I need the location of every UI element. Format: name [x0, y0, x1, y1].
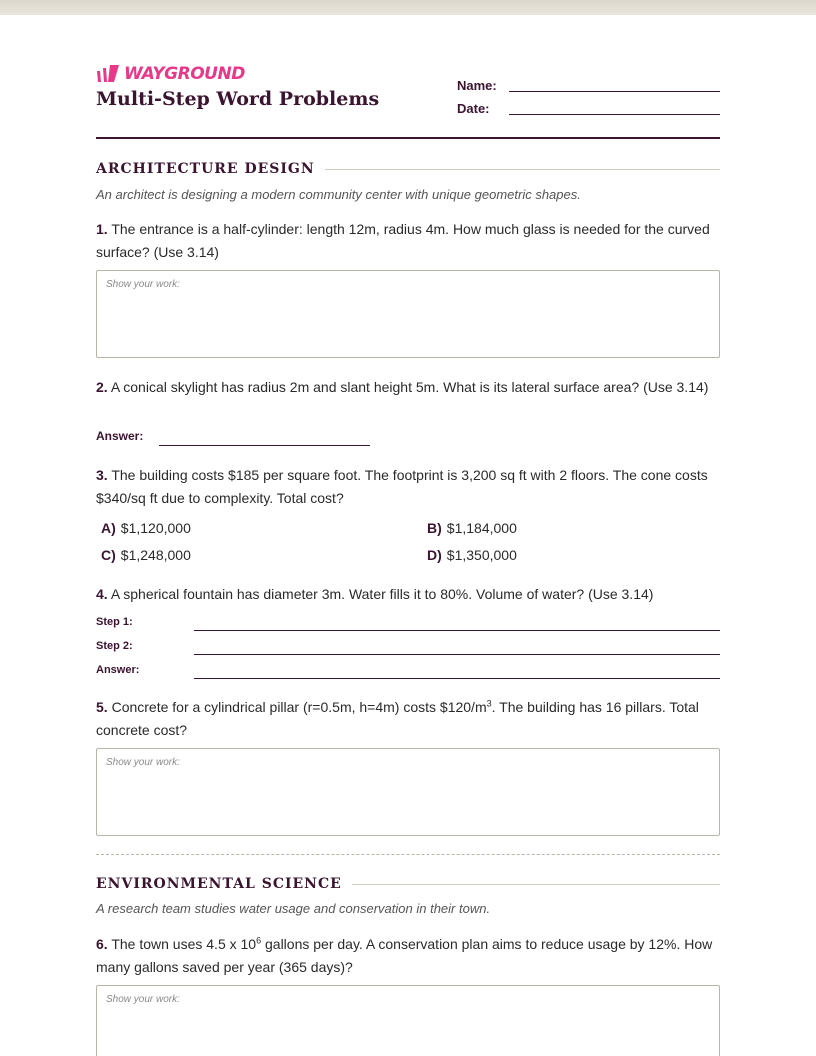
- answer-label: Answer:: [96, 429, 144, 443]
- work-box[interactable]: Show your work:: [96, 985, 720, 1056]
- section-heading: ARCHITECTURE DESIGN: [96, 161, 720, 177]
- page-title: Multi-Step Word Problems: [96, 88, 380, 110]
- question-2: 2. A conical skylight has radius 2m and slant height 5m. What is its lateral surface area? (Use 3.14): [96, 379, 709, 395]
- step-2-field[interactable]: [194, 654, 720, 655]
- brand-name: WAYGROUND: [124, 64, 245, 84]
- step-answer-label: Answer:: [96, 664, 140, 676]
- option-d[interactable]: D) $1,350,000: [427, 547, 517, 563]
- question-1: 1. The entrance is a half-cylinder: length 12m, radius 4m. How much glass is needed for the curved surface? (Use 3.14): [96, 221, 710, 260]
- option-a[interactable]: A) $1,120,000: [101, 520, 191, 536]
- work-box[interactable]: Show your work:: [96, 748, 720, 836]
- header-divider: [96, 137, 720, 139]
- name-field[interactable]: [509, 91, 720, 92]
- date-label: Date:: [457, 101, 490, 116]
- section-intro: An architect is designing a modern community center with unique geometric shapes.: [96, 187, 581, 202]
- question-5: 5. Concrete for a cylindrical pillar (r=0.5m, h=4m) costs $\$120/m^3$. The building has 16 pillars. Total concrete cost?: [96, 698, 699, 738]
- work-box[interactable]: Show your work:: [96, 270, 720, 358]
- question-4: 4. A spherical fountain has diameter 3m. Water fills it to 80%. Volume of water? (Use 3.14): [96, 586, 654, 602]
- step-answer-field[interactable]: [194, 678, 720, 679]
- name-label: Name:: [457, 78, 497, 93]
- option-c[interactable]: C) $1,248,000: [101, 547, 191, 563]
- section-divider: [96, 854, 720, 855]
- worksheet-page: [0, 15, 816, 1056]
- question-6: 6. The town uses 4.5 x $10^6$ gallons per day. A conservation plan aims to reduce usage by 12%. How many gallons saved per year (365 days)?: [96, 935, 713, 975]
- wayground-logo-icon: [96, 65, 120, 83]
- viewer-top-strip: [0, 0, 816, 15]
- date-field[interactable]: [509, 114, 720, 115]
- step-2-label: Step 2:: [96, 640, 133, 652]
- answer-field[interactable]: [159, 445, 370, 446]
- section-intro: A research team studies water usage and conservation in their town.: [96, 901, 491, 916]
- question-3: 3. The building costs $185 per square foot. The footprint is 3,200 sq ft with 2 floors. The cone costs $340/sq ft due to complexity. Total cost?: [96, 467, 708, 506]
- option-b[interactable]: B) $1,184,000: [427, 520, 517, 536]
- step-1-label: Step 1:: [96, 616, 133, 628]
- section-heading: ENVIRONMENTAL SCIENCE: [96, 876, 720, 892]
- step-1-field[interactable]: [194, 630, 720, 631]
- brand-logo: [96, 64, 245, 84]
